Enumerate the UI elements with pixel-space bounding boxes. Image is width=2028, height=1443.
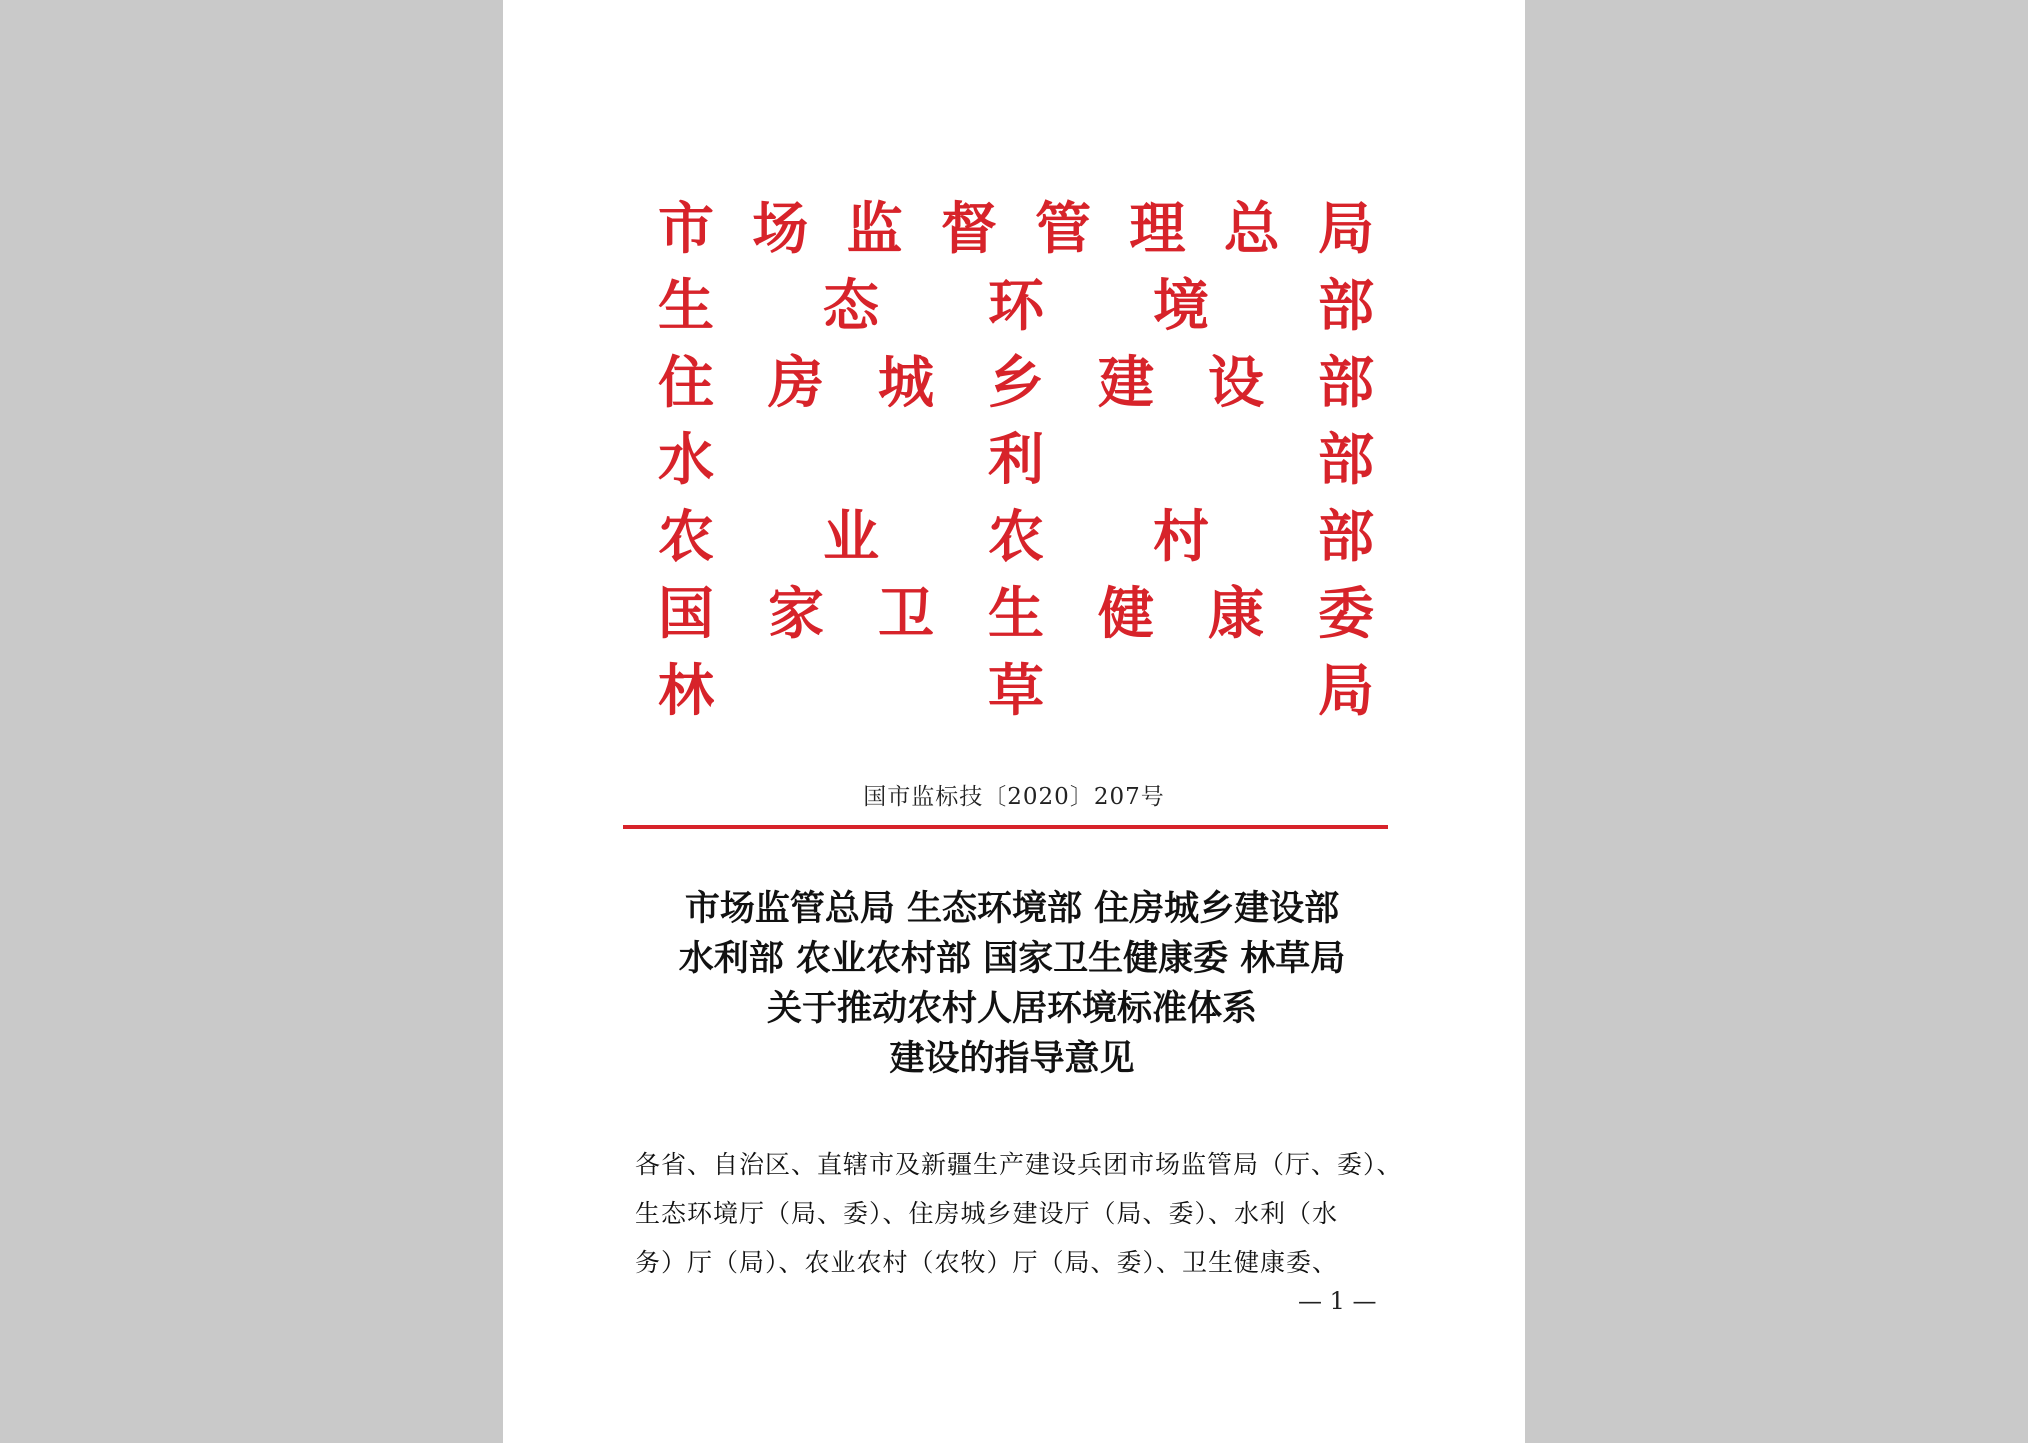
page-number: — 1 — bbox=[1298, 1287, 1377, 1315]
issuer-char: 家 bbox=[768, 580, 824, 647]
issuer-char: 康 bbox=[1208, 580, 1264, 647]
issuer-char: 生 bbox=[988, 580, 1044, 647]
issuer-char: 农 bbox=[658, 503, 714, 570]
issuer-char: 生 bbox=[658, 272, 714, 339]
issuer-char: 健 bbox=[1098, 580, 1154, 647]
issuer-char: 部 bbox=[1318, 349, 1374, 416]
issuer-row bbox=[656, 421, 1376, 498]
issuer-char: 乡 bbox=[988, 349, 1044, 416]
issuer-char: 农 bbox=[988, 503, 1044, 570]
issuer-char: 卫 bbox=[878, 580, 934, 647]
issuer-char: 市 bbox=[658, 195, 714, 262]
issuer-char: 设 bbox=[1208, 349, 1264, 416]
issuer-char: 督 bbox=[940, 195, 997, 262]
issuer-char: 部 bbox=[1318, 503, 1374, 570]
issuer-char: 部 bbox=[1318, 272, 1374, 339]
issuer-char: 国 bbox=[658, 580, 714, 647]
issuer-char: 村 bbox=[1153, 503, 1209, 570]
issuing-agencies bbox=[656, 190, 1376, 729]
issuer-char: 城 bbox=[878, 349, 934, 416]
issuer-char: 业 bbox=[823, 503, 879, 570]
issuer-char: 监 bbox=[846, 195, 903, 262]
issuer-char: 水 bbox=[658, 426, 714, 493]
issuer-row bbox=[656, 267, 1376, 344]
issuer-row bbox=[656, 575, 1376, 652]
document-page bbox=[503, 0, 1525, 1443]
issuer-char: 境 bbox=[1153, 272, 1209, 339]
issuer-char: 林 bbox=[658, 657, 714, 724]
issuer-row bbox=[656, 498, 1376, 575]
issuer-char: 建 bbox=[1098, 349, 1154, 416]
issuer-row bbox=[656, 344, 1376, 421]
issuer-char: 委 bbox=[1318, 580, 1374, 647]
title-line: 关于推动农村人居环境标准体系 bbox=[766, 988, 1257, 1029]
issuer-char: 态 bbox=[823, 272, 879, 339]
issuer-char: 房 bbox=[768, 349, 824, 416]
issuer-char: 局 bbox=[1318, 657, 1374, 724]
red-divider-line bbox=[623, 825, 1388, 829]
issuer-row bbox=[656, 652, 1376, 729]
document-title bbox=[503, 884, 1521, 1084]
document-body bbox=[635, 1140, 1403, 1287]
issuer-char: 部 bbox=[1318, 426, 1374, 493]
issuer-row bbox=[656, 190, 1376, 267]
issuer-char: 场 bbox=[752, 195, 809, 262]
issuer-char: 住 bbox=[658, 349, 714, 416]
body-line: 各省、自治区、直辖市及新疆生产建设兵团市场监管局（厅、委）、 bbox=[635, 1150, 1403, 1179]
issuer-char: 理 bbox=[1129, 195, 1186, 262]
title-line: 水利部 农业农村部 国家卫生健康委 林草局 bbox=[678, 938, 1346, 979]
issuer-char: 局 bbox=[1317, 195, 1374, 262]
body-line: 生态环境厅（局、委）、住房城乡建设厅（局、委）、水利（水 bbox=[635, 1199, 1339, 1228]
issuer-char: 环 bbox=[988, 272, 1044, 339]
issuer-char: 总 bbox=[1223, 195, 1280, 262]
title-line: 市场监管总局 生态环境部 住房城乡建设部 bbox=[684, 888, 1340, 929]
issuer-char: 管 bbox=[1035, 195, 1092, 262]
document-number: 国市监标技〔2020〕207号 bbox=[863, 784, 1165, 810]
body-line: 务）厅（局）、农业农村（农牧）厅（局、委）、卫生健康委、 bbox=[635, 1248, 1339, 1277]
issuer-char: 利 bbox=[988, 426, 1044, 493]
issuer-char: 草 bbox=[988, 657, 1044, 724]
title-line: 建设的指导意见 bbox=[889, 1038, 1135, 1079]
